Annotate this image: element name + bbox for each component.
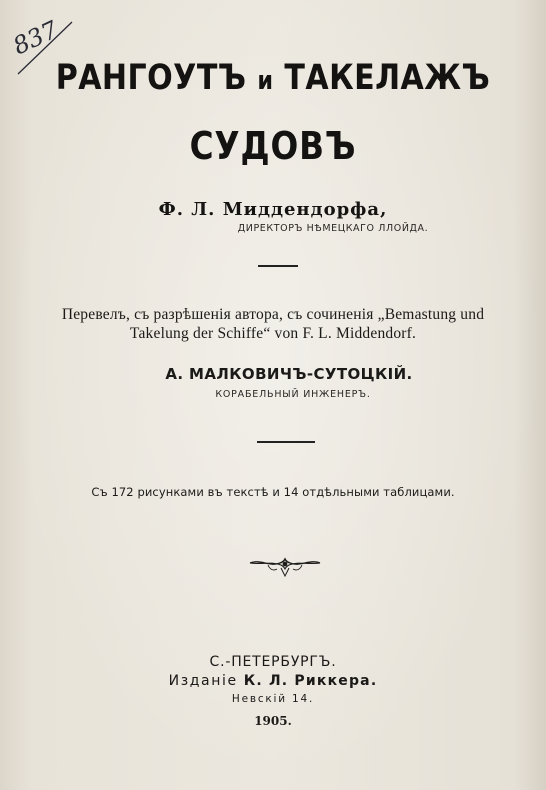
title-word-and: и	[257, 66, 274, 96]
translation-note-line-1: Перевелъ, съ разрѣшенія автора, съ сочиненія „Bemastung und	[61, 306, 485, 323]
translation-note-line-2: Takelung der Schiffe“ von F. L. Middendorf.	[129, 325, 417, 342]
handwritten-number: 837	[8, 15, 63, 61]
divider-rule	[257, 441, 315, 443]
publisher-name: К. Л. Риккера.	[243, 673, 378, 689]
divider-rule	[258, 265, 298, 267]
title-word-takelazh: ТАКЕЛАЖЪ	[284, 58, 491, 98]
title-line-1	[38, 58, 508, 98]
translator-name: А. МАЛКОВИЧЪ-СУТОЦКІЙ.	[165, 365, 413, 383]
imprint-year: 1905.	[254, 714, 292, 728]
translator-role: КОРАБЕЛЬНЫЙ ИНЖЕНЕРЪ.	[215, 389, 371, 400]
imprint-publisher	[0, 673, 546, 689]
title-line-2: СУДОВЪ	[189, 124, 357, 168]
author-name: Ф. Л. Миддендорфа,	[158, 199, 388, 220]
imprint-address: Невскій 14.	[231, 693, 315, 705]
publisher-prefix: Изданіе	[168, 673, 238, 689]
author-role: ДИРЕКТОРЪ НѢМЕЦКАГО ЛЛОЙДА.	[237, 223, 429, 234]
ornament-flourish-icon	[248, 553, 322, 577]
figures-note: Съ 172 рисунками въ текстѣ и 14 отдѣльными таблицами.	[91, 485, 455, 499]
title-word-rangout: РАНГОУТЪ	[55, 58, 247, 98]
imprint-city: С.-ПЕТЕРБУРГЪ.	[209, 654, 337, 670]
